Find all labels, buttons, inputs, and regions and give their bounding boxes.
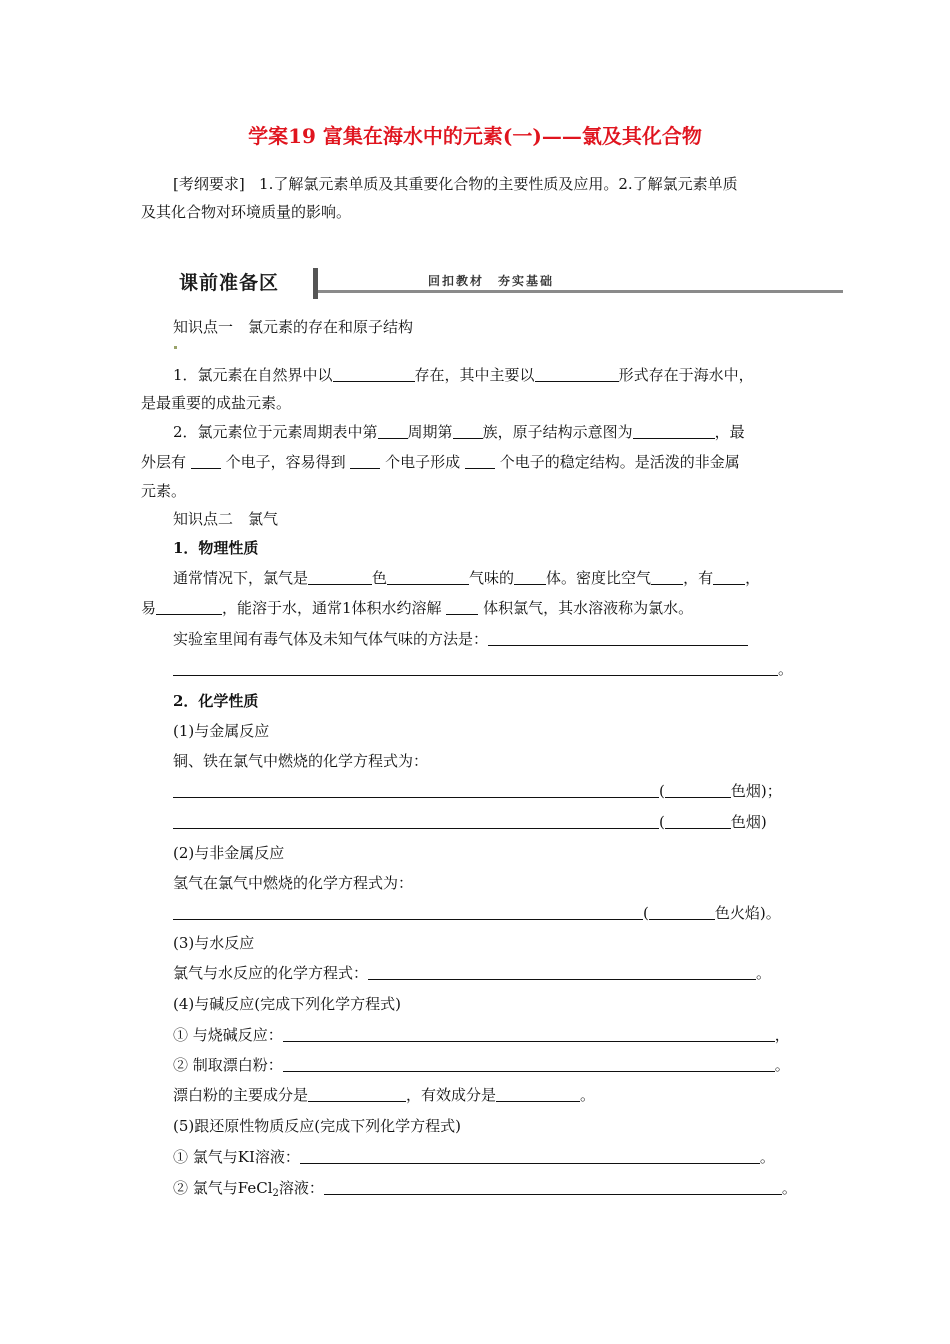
base-eq2 <box>173 1054 790 1076</box>
kp1-p1-line1 <box>173 364 754 386</box>
text-span: 1．氯元素在自然界中以 <box>173 366 333 384</box>
text-span: 。 <box>580 1086 596 1104</box>
blank-field[interactable] <box>446 598 478 615</box>
subscript: 2 <box>272 1188 279 1199</box>
text-span: 个电子的稳定结构。是活泼的非金属 <box>499 453 740 471</box>
chem-title: 2．化学性质 <box>173 692 259 710</box>
phys-line2 <box>141 597 693 619</box>
metal-eq1 <box>173 780 782 802</box>
text-span: ，有 <box>683 569 714 587</box>
blank-field[interactable] <box>173 812 659 829</box>
lab-line <box>173 628 748 650</box>
text-span: 体。密度比空气 <box>546 569 652 587</box>
blank-field[interactable] <box>665 812 731 829</box>
text-span: 个电子形成 <box>385 453 461 471</box>
water-title: (3)与水反应 <box>173 934 255 952</box>
blank-field[interactable] <box>378 422 408 439</box>
blank-field[interactable] <box>535 365 619 382</box>
text-span: 色烟) <box>730 813 767 831</box>
metal-title: (1)与金属反应 <box>173 722 270 740</box>
bleach-line <box>173 1084 595 1106</box>
blank-field[interactable] <box>488 629 748 646</box>
blank-field[interactable] <box>156 598 222 615</box>
banner-title: 课前准备区 <box>179 272 280 294</box>
blank-field[interactable] <box>368 963 756 980</box>
banner-rule <box>318 290 843 293</box>
banner-subtitle: 回扣教材 夯实基础 <box>428 274 555 288</box>
text-span: ， <box>745 569 761 587</box>
text-span: ( <box>659 782 665 800</box>
text-span: 族，原子结构示意图为 <box>482 423 633 441</box>
blank-field[interactable] <box>465 452 495 469</box>
blank-field[interactable] <box>651 568 683 585</box>
reduce-eq2 <box>173 1177 797 1205</box>
nonmetal-eq <box>173 902 781 924</box>
text-span: 实验室里闻有毒气体及未知气体气味的方法是： <box>173 630 489 648</box>
text-span: ( <box>659 813 665 831</box>
kp1-p1-line2: 是最重要的成盐元素。 <box>141 394 292 412</box>
blank-field[interactable] <box>300 1147 760 1164</box>
blank-field[interactable] <box>496 1085 580 1102</box>
blank-field[interactable] <box>283 1025 775 1042</box>
banner-divider <box>313 268 318 299</box>
requirements-label: [考纲要求] <box>173 175 245 193</box>
water-eq <box>173 962 771 984</box>
blank-field[interactable] <box>649 903 715 920</box>
text-span: 。 <box>781 1179 797 1197</box>
nonmetal-title: (2)与非金属反应 <box>173 844 285 862</box>
kp1-p2-line1 <box>173 421 745 443</box>
blank-field[interactable] <box>387 568 469 585</box>
blank-field[interactable] <box>308 1085 406 1102</box>
text-span: 个电子，容易得到 <box>225 453 346 471</box>
decorative-dot <box>174 346 177 349</box>
requirements-text1: 1.了解氯元素单质及其重要化合物的主要性质及应用。2.了解氯元素单质 <box>259 175 738 193</box>
text-span: ① 氯气与KI溶液： <box>173 1148 300 1166</box>
text-span: ， <box>774 1026 790 1044</box>
base-eq1 <box>173 1024 790 1046</box>
text-span: 形式存在于海水中， <box>618 366 754 384</box>
requirements-line2: 及其化合物对环境质量的影响。 <box>141 203 352 221</box>
reduce-eq1 <box>173 1146 775 1168</box>
blank-field[interactable] <box>173 659 778 676</box>
page-title: 学案19 富集在海水中的元素(一)——氯及其化合物 <box>248 124 702 148</box>
base-title: (4)与碱反应(完成下列化学方程式) <box>173 995 401 1013</box>
requirements-line1 <box>173 173 738 195</box>
blank-field[interactable] <box>173 903 643 920</box>
blank-field[interactable] <box>665 781 731 798</box>
text-span: 2．氯元素位于元素周期表中第 <box>173 423 378 441</box>
kp1-p2-line2 <box>141 451 740 473</box>
text-span: 。 <box>774 1056 790 1074</box>
text-span: 。 <box>756 964 772 982</box>
blank-field[interactable] <box>453 422 483 439</box>
text-span: ① 与烧碱反应： <box>173 1026 283 1044</box>
text-span: 色 <box>372 569 388 587</box>
text-span: 周期第 <box>407 423 453 441</box>
blank-field[interactable] <box>191 452 221 469</box>
blank-field[interactable] <box>633 422 715 439</box>
text-span: ，能溶于水，通常1体积水约溶解 <box>222 599 442 617</box>
text-span: 外层有 <box>141 453 187 471</box>
metal-desc: 铜、铁在氯气中燃烧的化学方程式为： <box>173 752 429 770</box>
blank-field[interactable] <box>350 452 380 469</box>
metal-eq2 <box>173 811 767 833</box>
blank-field[interactable] <box>173 781 659 798</box>
text-span: 氯气与水反应的化学方程式： <box>173 964 369 982</box>
text-span: ，有效成分是 <box>406 1086 497 1104</box>
phys-title: 1．物理性质 <box>173 539 259 557</box>
text-span: 溶液： <box>278 1179 324 1197</box>
nonmetal-desc: 氢气在氯气中燃烧的化学方程式为： <box>173 874 414 892</box>
text-span: 存在，其中主要以 <box>414 366 535 384</box>
blank-field[interactable] <box>308 568 372 585</box>
text-span: ，最 <box>714 423 745 441</box>
text-span: 漂白粉的主要成分是 <box>173 1086 309 1104</box>
blank-field[interactable] <box>283 1055 775 1072</box>
text-span: 色烟)； <box>730 782 782 800</box>
text-span: 色火焰)。 <box>714 904 781 922</box>
kp1-p2-line3: 元素。 <box>141 482 187 500</box>
kp2-heading: 知识点二 氯气 <box>173 510 279 528</box>
text-span: ② 制取漂白粉： <box>173 1056 283 1074</box>
text-span: 气味的 <box>469 569 515 587</box>
text-span: 。 <box>759 1148 775 1166</box>
text-span: 易 <box>141 599 157 617</box>
lab-line2 <box>173 658 793 680</box>
blank-field[interactable] <box>713 568 745 585</box>
section-banner <box>173 268 843 302</box>
reduce-title: (5)跟还原性物质反应(完成下列化学方程式) <box>173 1117 461 1135</box>
phys-line1 <box>173 567 760 589</box>
blank-field[interactable] <box>324 1178 782 1195</box>
blank-field[interactable] <box>333 365 415 382</box>
text-span: 通常情况下，氯气是 <box>173 569 309 587</box>
text-span: ② 氯气与FeCl <box>173 1179 273 1197</box>
kp1-heading: 知识点一 氯元素的存在和原子结构 <box>173 318 414 336</box>
text-span: 。 <box>778 660 794 678</box>
blank-field[interactable] <box>514 568 546 585</box>
text-span: ( <box>643 904 649 922</box>
text-span: 体积氯气，其水溶液称为氯水。 <box>483 599 694 617</box>
